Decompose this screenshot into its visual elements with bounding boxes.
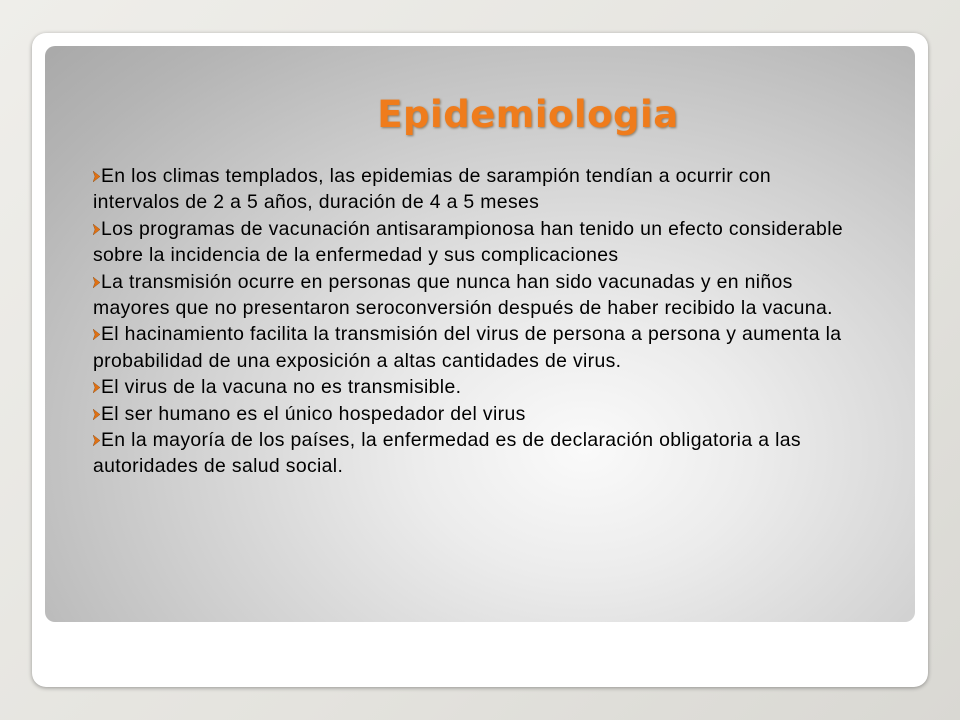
list-item — [93, 163, 853, 216]
list-item — [93, 401, 853, 427]
bullet-text: El virus de la vacuna no es transmisible. — [101, 376, 462, 399]
arrow-bullet-icon — [93, 409, 100, 420]
list-item — [93, 427, 853, 480]
arrow-bullet-icon — [93, 224, 100, 235]
arrow-bullet-icon — [93, 171, 100, 182]
slide-title: Epidemiologia — [377, 93, 679, 136]
bullet-text: En los climas templados, las epidemias de sarampión tendían a ocurrir con intervalos de 2 a 5 años, duración de 4 a 5 meses — [93, 165, 772, 214]
arrow-bullet-icon — [93, 435, 100, 446]
list-item — [93, 269, 853, 322]
bullet-text: El ser humano es el único hospedador del virus — [101, 402, 526, 425]
bullet-text: En la mayoría de los países, la enfermedad es de declaración obligatoria a las autoridades de salud social. — [93, 429, 801, 478]
bullet-text: Los programas de vacunación antisarampionosa han tenido un efecto considerable sobre la incidencia de la enfermedad y sus complicaciones — [93, 217, 843, 267]
list-item — [93, 374, 853, 400]
bullet-list — [93, 163, 853, 480]
list-item — [93, 321, 853, 374]
list-item — [93, 216, 853, 269]
arrow-bullet-icon — [93, 277, 100, 288]
arrow-bullet-icon — [93, 382, 100, 393]
bullet-text: El hacinamiento facilita la transmisión del virus de persona a persona y aumenta la probabilidad de una exposición a altas cantidades de virus. — [93, 323, 842, 372]
bullet-text: La transmisión ocurre en personas que nunca han sido vacunadas y en niños mayores que no presentaron seroconversión después de haber recibido la vacuna. — [93, 270, 833, 320]
arrow-bullet-icon — [93, 329, 100, 340]
